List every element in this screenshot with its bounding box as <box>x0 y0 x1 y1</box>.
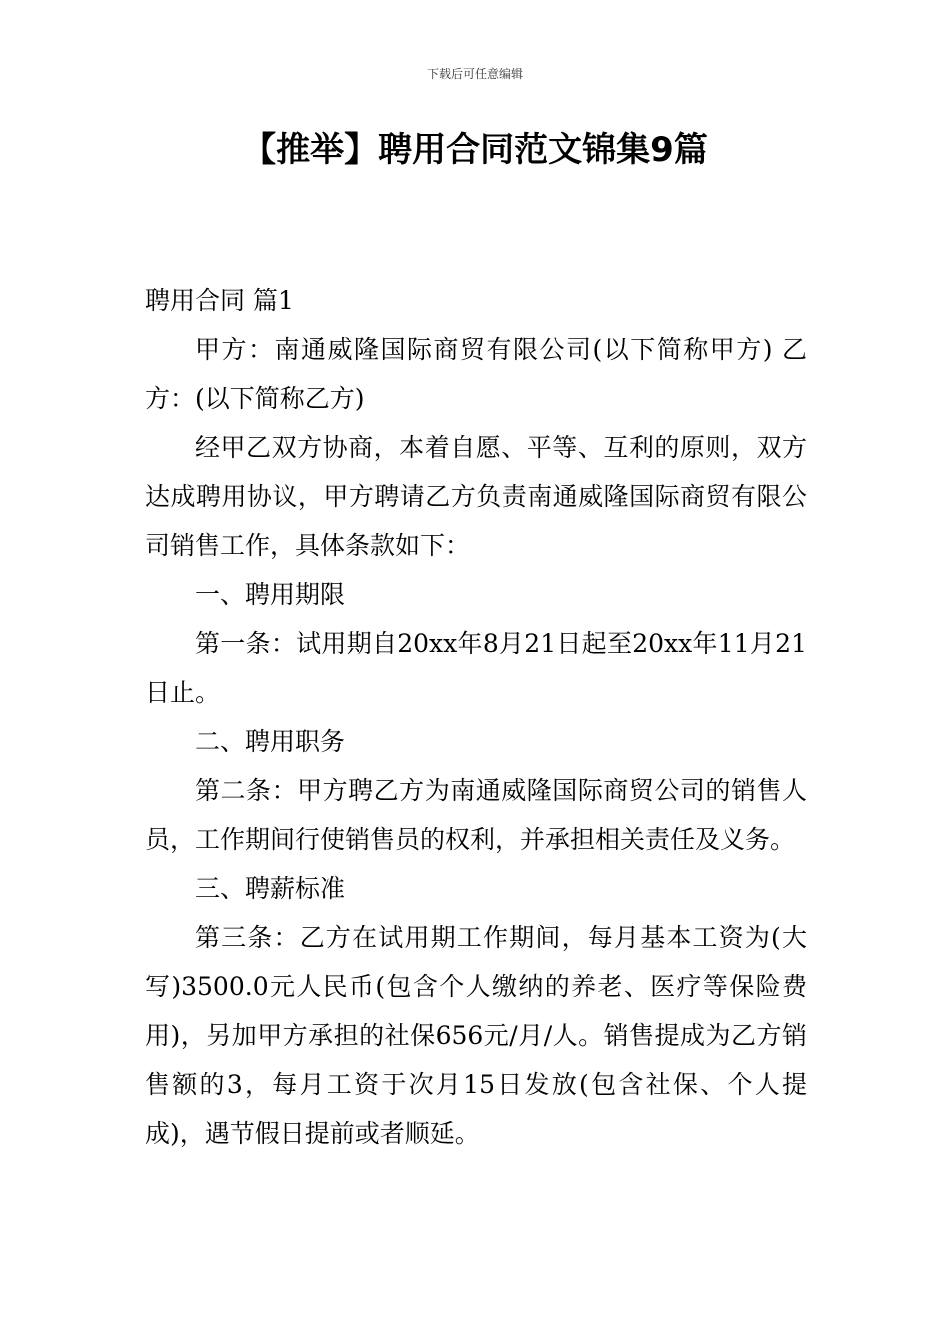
paragraph-parties: 甲方：南通威隆国际商贸有限公司(以下简称甲方) 乙方：(以下简称乙方) <box>145 335 807 413</box>
clause-article-1: 第一条：试用期自20xx年8月21日起至20xx年11月21日止。 <box>145 629 807 707</box>
clause-heading-salary: 三、聘薪标准 <box>195 874 346 903</box>
clause-heading-position: 二、聘用职务 <box>195 727 346 756</box>
clause-article-3: 第三条：乙方在试用期工作期间，每月基本工资为(大写)3500.0元人民币(包含个人缴纳的养老、医疗等保险费用)，另加甲方承担的社保656元/月/人。销售提成为乙方销售额的3，每月工资于次月15日发放(包含社保、个人提成)，遇节假日提前或者顺延。 <box>145 923 807 1148</box>
document-title: 【推举】聘用合同范文锦集9篇 <box>242 130 708 170</box>
clause-article-2: 第二条：甲方聘乙方为南通威隆国际商贸公司的销售人员，工作期间行使销售员的权利，并承担相关责任及义务。 <box>145 776 807 854</box>
header-note: 下载后可任意编辑 <box>426 67 523 81</box>
section-heading: 聘用合同 篇1 <box>145 286 294 315</box>
clause-heading-term: 一、聘用期限 <box>195 580 346 609</box>
paragraph-agreement: 经甲乙双方协商，本着自愿、平等、互利的原则，双方达成聘用协议，甲方聘请乙方负责南通威隆国际商贸有限公司销售工作，具体条款如下： <box>145 433 807 560</box>
document-body <box>145 276 807 1158</box>
